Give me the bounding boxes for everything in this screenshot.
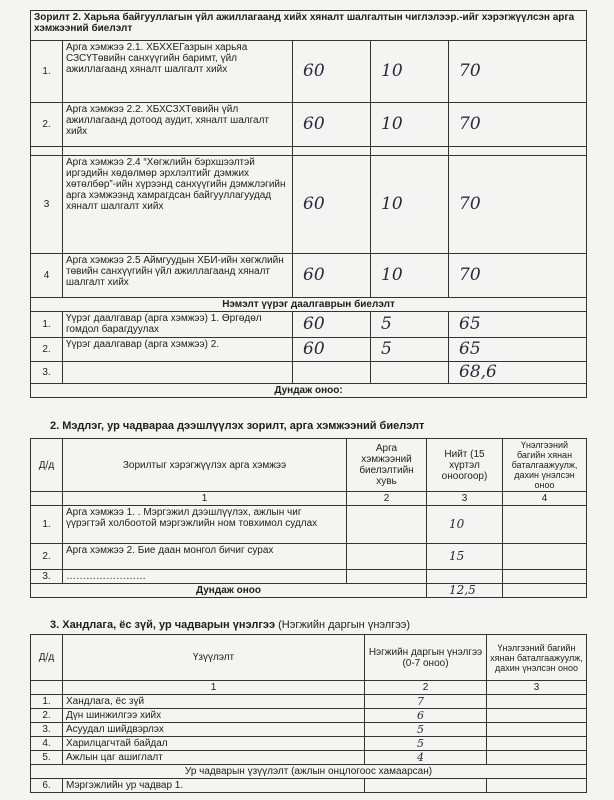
criteria-text: Харилцагчтай байдал <box>63 737 365 751</box>
column-number: 2 <box>347 492 427 506</box>
handwritten-score: 70 <box>449 103 587 147</box>
handwritten-score <box>427 570 503 584</box>
handwritten-score: 60 <box>293 312 371 338</box>
handwritten-score: 60 <box>293 338 371 362</box>
handwritten-score: 10 <box>371 41 449 103</box>
row-number: 4 <box>31 254 63 298</box>
activity-text: Арга хэмжээ 2. Бие даан монгол бичиг сурах <box>63 544 347 570</box>
table-row <box>31 362 587 384</box>
column-number: 4 <box>503 492 587 506</box>
handwritten-score: 5 <box>365 723 487 737</box>
table-row <box>31 737 587 751</box>
activity-text: Арга хэмжээ 1. . Мэргэжил дээшлүүлэх, ажлын чиг үүрэгтэй холбоотой мэргэжлийн ном товхимол судлах <box>63 506 347 544</box>
section3-table <box>30 634 587 793</box>
handwritten-score: 7 <box>365 695 487 709</box>
handwritten-score: 10 <box>371 103 449 147</box>
column-number: 3 <box>427 492 503 506</box>
handwritten-score: 60 <box>293 41 371 103</box>
section1-title: Зорилт 2. Харьяа байгууллагын үйл ажиллагаанд хийх хяналт шалгалтын чиглэлээр.-ийг хэрэгжүүлсэн арга хэмжээний биелэлт <box>31 11 587 41</box>
handwritten-score: 4 <box>365 751 487 765</box>
column-header-percent: Арга хэмжээний биелэлтийн хувь <box>347 439 427 492</box>
section3-title <box>50 619 410 631</box>
handwritten-score: 5 <box>371 338 449 362</box>
handwritten-score: 65 <box>449 312 587 338</box>
section3-title-note: (Нэгжийн даргын үнэлгээ) <box>275 619 411 631</box>
task-text: Үүрэг даалгавар (арга хэмжээ) 1. Өргөдөл гомдол барагдуулах <box>63 312 293 338</box>
section1-table <box>30 10 587 398</box>
row-number: 4. <box>31 737 63 751</box>
handwritten-score: 70 <box>449 254 587 298</box>
column-number: 1 <box>63 492 347 506</box>
column-header-head-score: Нэгжийн даргын үнэлгээ (0-7 оноо) <box>365 635 487 681</box>
section1-average-label: Дундаж оноо: <box>31 384 587 398</box>
handwritten-score: 6 <box>365 709 487 723</box>
criteria-text: Дүн шинжилгээ хийх <box>63 709 365 723</box>
column-header-no: Д/д <box>31 635 63 681</box>
handwritten-score: 70 <box>449 156 587 254</box>
section2-title: 2. Мэдлэг, ур чадвараа дээшлүүлэх зорилт, арга хэмжээний биелэлт <box>50 420 425 432</box>
table-row <box>31 254 587 298</box>
handwritten-score <box>371 362 449 384</box>
criteria-text: Ажлын цаг ашиглалт <box>63 751 365 765</box>
row-number: 1. <box>31 41 63 103</box>
table-row <box>31 544 587 570</box>
row-number: 2. <box>31 544 63 570</box>
criteria-text: Асуудал шийдвэрлэх <box>63 723 365 737</box>
table-row <box>31 709 587 723</box>
handwritten-score: 60 <box>293 156 371 254</box>
row-number: 3. <box>31 723 63 737</box>
skills-subheader: Ур чадварын үзүүлэлт (ажлын онцлогоос хамаарсан) <box>31 765 587 779</box>
handwritten-score: 60 <box>293 103 371 147</box>
column-number: 2 <box>365 681 487 695</box>
column-header-verified: Үнэлгээний багийн хянан баталгаажуулж, дахин үнэлсэн оноо <box>487 635 587 681</box>
table-row <box>31 779 587 793</box>
handwritten-score: 65 <box>449 338 587 362</box>
activity-text: Арга хэмжээ 2.2. ХБХСЗХТөвийн үйл ажиллагаанд дотоод аудит, хяналт шалгалт хийх <box>63 103 293 147</box>
handwritten-average: 12,5 <box>427 584 503 598</box>
task-text: Үүрэг даалгавар (арга хэмжээ) 2. <box>63 338 293 362</box>
row-number: 3 <box>31 156 63 254</box>
section2-table <box>30 438 587 598</box>
handwritten-score: 60 <box>293 254 371 298</box>
column-header-total: Нийт (15 хүртэл оноогоор) <box>427 439 503 492</box>
handwritten-score: 5 <box>365 737 487 751</box>
row-number: 3. <box>31 362 63 384</box>
row-number: 1. <box>31 695 63 709</box>
table-row <box>31 695 587 709</box>
table-row <box>31 41 587 103</box>
table-row <box>31 723 587 737</box>
table-row <box>31 506 587 544</box>
row-number: 2. <box>31 103 63 147</box>
handwritten-score: 10 <box>427 506 503 544</box>
activity-text: Арга хэмжээ 2.5 Аймгуудын ХБИ-ийн хөгжлийн төвийн санхүүгийн үйл ажиллагаанд хяналт шалгалт хийх <box>63 254 293 298</box>
table-row <box>31 338 587 362</box>
handwritten-score: 5 <box>371 312 449 338</box>
section3-title-bold: 3. Хандлага, ёс зүй, ур чадварын үнэлгээ <box>50 619 276 631</box>
column-header-verified: Үнэлгээний багийн хянан баталгаажуулж, дахин үнэлсэн оноо <box>503 439 587 492</box>
table-row <box>31 103 587 147</box>
row-number: 5. <box>31 751 63 765</box>
column-header-activity: Зорилтыг хэрэгжүүлэх арга хэмжээ <box>63 439 347 492</box>
handwritten-score: 15 <box>427 544 503 570</box>
table-row <box>31 312 587 338</box>
column-header-no: Д/д <box>31 439 63 492</box>
handwritten-score: 10 <box>371 254 449 298</box>
handwritten-score: 10 <box>371 156 449 254</box>
extra-tasks-header: Нэмэлт үүрэг даалгаврын биелэлт <box>31 298 587 312</box>
activity-text: Арга хэмжээ 2.4 “Хөгжлийн бэрхшээлтэй иргэдийн хөдөлмөр эрхлэлтийг дэмжих хөтөлбөр”-ийн хүрээнд санхүүгийн дэмжлэгийн арга хэмжээнд хамрагдсан байгууллагуудад хяналт шалгалт хийх <box>63 156 293 254</box>
column-header-criteria: Үзүүлэлт <box>63 635 365 681</box>
table-row <box>31 570 587 584</box>
row-number: 2. <box>31 338 63 362</box>
task-text <box>63 362 293 384</box>
handwritten-score: 70 <box>449 41 587 103</box>
section2-average-label: Дундаж оноо <box>31 584 427 598</box>
column-number: 1 <box>63 681 365 695</box>
criteria-text: Хандлага, ёс зүй <box>63 695 365 709</box>
handwritten-average: 68,6 <box>449 362 587 384</box>
activity-text: …………………… <box>63 570 347 584</box>
table-row <box>31 751 587 765</box>
row-number: 3. <box>31 570 63 584</box>
activity-text: Арга хэмжээ 2.1. ХБХХЕГазрын харьяа СЗСҮТөвийн санхүүгийн баримт, үйл ажиллагаанд хяналт шалгалт хийх <box>63 41 293 103</box>
criteria-text: Мэргэжлийн ур чадвар 1. <box>63 779 365 793</box>
row-number: 2. <box>31 709 63 723</box>
column-number: 3 <box>487 681 587 695</box>
handwritten-score <box>293 362 371 384</box>
row-number: 1. <box>31 312 63 338</box>
row-number: 6. <box>31 779 63 793</box>
table-row <box>31 156 587 254</box>
row-number: 1. <box>31 506 63 544</box>
